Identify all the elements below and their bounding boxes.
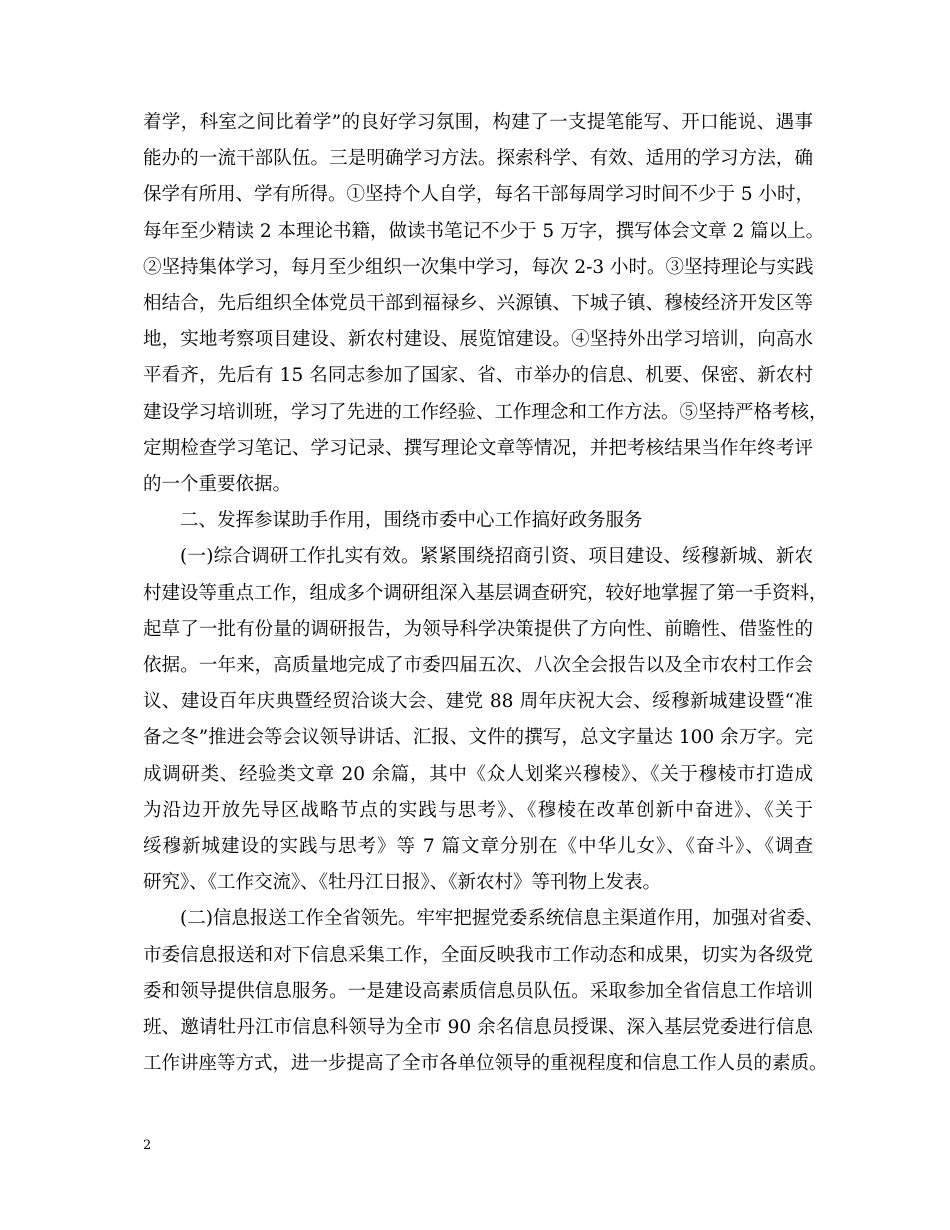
text-line: 地，实地考察项目建设、新农村建设、展览馆建设。④坚持外出学习培训，向高水 (143, 329, 813, 351)
page-number: 2 (143, 1138, 152, 1153)
text-line: 委和领导提供信息服务。一是建设高素质信息员队伍。采取参加全省信息工作培训 (143, 980, 813, 1002)
paragraph (143, 503, 813, 539)
text-line: 研究》、《工作交流》、《牡丹江日报》、《新农村》等刊物上发表。 (143, 872, 662, 894)
text-line: 绥穆新城建设的实践与思考》等 7 篇文章分别在《中华儿女》、《奋斗》、《调查 (143, 836, 813, 858)
text-line: 村建设等重点工作，组成多个调研组深入基层调查研究，较好地掌握了第一手资料， (143, 582, 828, 604)
text-line: 为沿边开放先导区战略节点的实践与思考》、《穆棱在改革创新中奋进》、《关于 (143, 799, 813, 821)
paragraph (143, 105, 828, 503)
text-line: 市委信息报送和对下信息采集工作，全面反映我市工作动态和成果，切实为各级党 (143, 944, 813, 966)
text-line: 能办的一流干部队伍。三是明确学习方法。探索科学、有效、适用的学习方法，确 (143, 148, 813, 170)
paragraph (143, 539, 828, 901)
text-line: (二)信息报送工作全省领先。牢牢把握党委系统信息主渠道作用，加强对省委、 (180, 908, 824, 930)
paragraph (143, 901, 828, 1082)
text-line: 着学，科室之间比着学”的良好学习氛围，构建了一支提笔能写、开口能说、遇事 (143, 112, 813, 133)
text-line: ②坚持集体学习，每月至少组织一次集中学习，每次 2-3 小时。③坚持理论与实践 (143, 256, 814, 278)
text-line: (一)综合调研工作扎实有效。紧紧围绕招商引资、项目建设、绥穆新城、新农 (180, 546, 813, 568)
text-line: 依据。一年来，高质量地完成了市委四届五次、八次全会报告以及全市农村工作会 (143, 655, 813, 677)
text-line: 相结合，先后组织全体党员干部到福禄乡、兴源镇、下城子镇、穆棱经济开发区等 (143, 293, 813, 315)
text-line: 二、发挥参谋助手作用，围绕市委中心工作搞好政务服务 (180, 510, 643, 532)
text-line: 起草了一批有份量的调研报告，为领导科学决策提供了方向性、前瞻性、借鉴性的 (143, 618, 813, 640)
text-line: 每年至少精读 2 本理论书籍，做读书笔记不少于 5 万字，撰写体会文章 2 篇以上。 (143, 220, 825, 242)
text-line: 平看齐，先后有 15 名同志参加了国家、省、市举办的信息、机要、保密、新农村 (143, 365, 813, 387)
text-line: 建设学习培训班，学习了先进的工作经验、工作理念和工作方法。⑤坚持严格考核， (143, 401, 828, 423)
text-line: 定期检查学习笔记、学习记录、撰写理论文章等情况，并把考核结果当作年终考评 (143, 437, 813, 459)
text-line: 班、邀请牡丹江市信息科领导为全市 90 余名信息员授课、深入基层党委进行信息 (143, 1017, 813, 1039)
text-line: 成调研类、经验类文章 20 余篇，其中《众人划桨兴穆棱》、《关于穆棱市打造成 (143, 763, 813, 785)
text-line: 保学有所用、学有所得。①坚持个人自学，每名干部每周学习时间不少于 5 小时， (143, 184, 815, 206)
text-line: 议、建设百年庆典暨经贸洽谈大会、建党 88 周年庆祝大会、绥穆新城建设暨“准 (143, 691, 813, 713)
text-line: 的一个重要依据。 (143, 474, 292, 496)
document-body (143, 105, 828, 1082)
text-line: 备之冬”推进会等会议领导讲话、汇报、文件的撰写，总文字量达 100 余万字。完 (143, 727, 813, 749)
text-line: 工作讲座等方式，进一步提高了全市各单位领导的重视程度和信息工作人员的素质。 (143, 1053, 828, 1075)
